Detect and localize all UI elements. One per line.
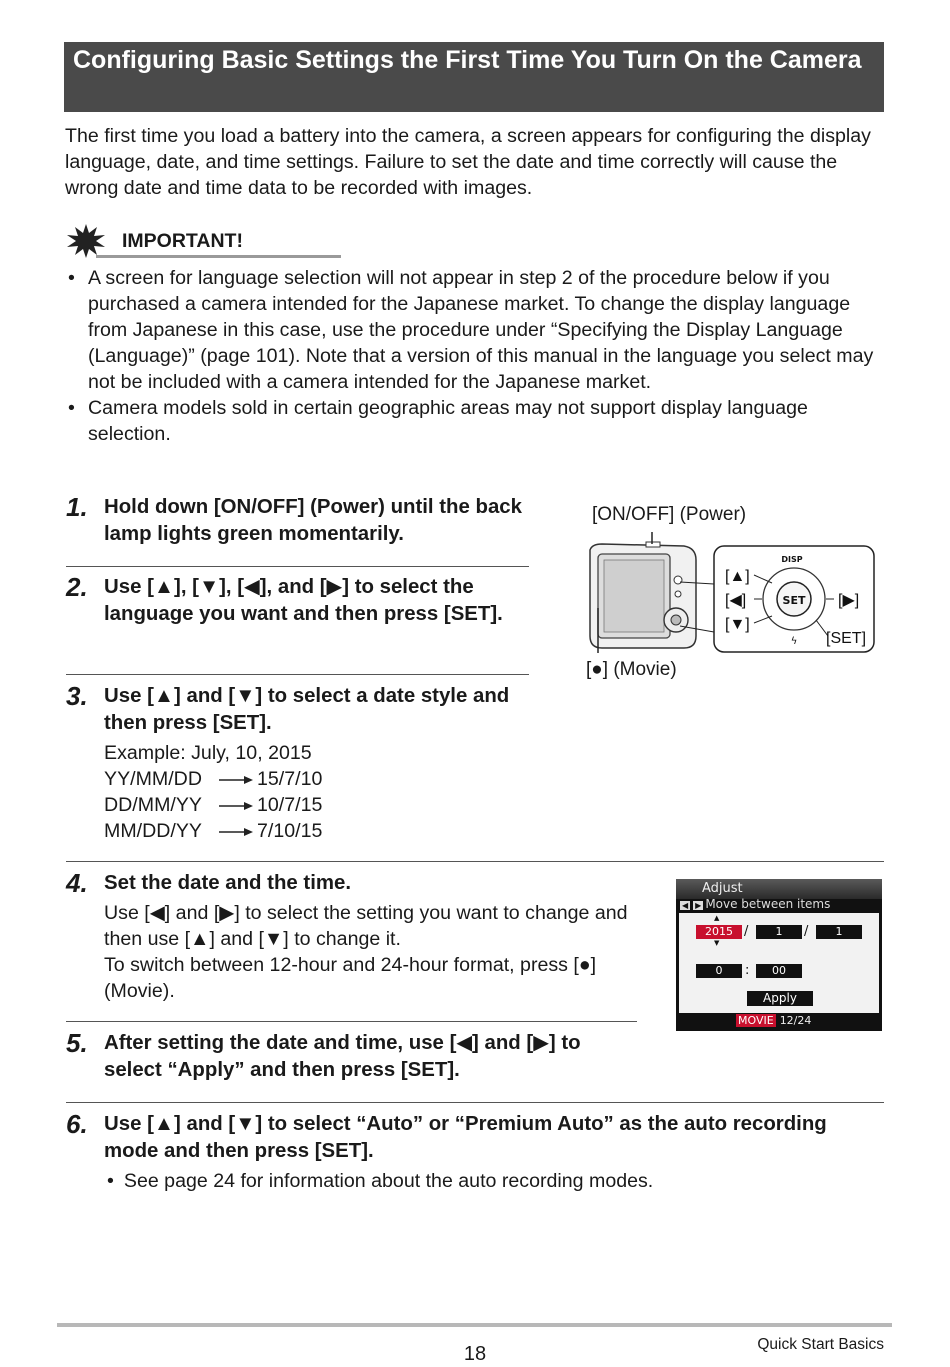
step-number: 2.: [66, 572, 88, 602]
divider: [66, 674, 529, 675]
divider: [66, 1102, 884, 1103]
step-title: Use [▲] and [▼] to select a date style and then press [SET].: [104, 685, 510, 734]
lcd-apply-button: Apply: [747, 991, 813, 1006]
movie-label: [●] (Movie): [586, 659, 677, 680]
lcd-year: 2015: [696, 925, 742, 939]
divider: [66, 566, 529, 567]
date-example: Example: July, 10, 2015: [104, 742, 312, 764]
set-label: [SET]: [826, 630, 867, 647]
lcd-sep: /: [744, 924, 749, 939]
left-arrow-icon: ◀: [682, 901, 689, 910]
step-title: Use [▲] and [▼] to select “Auto” or “Premium Auto” as the auto recording mode and then press [SET].: [104, 1113, 827, 1162]
divider: [66, 1021, 637, 1022]
arrow-right-icon: [219, 801, 253, 811]
camera-diagram: [584, 528, 884, 662]
divider: [66, 861, 884, 862]
date-style-row: DD/MM/YY 10/7/15: [104, 794, 323, 816]
step-number: 1.: [66, 492, 88, 522]
intro-paragraph: The first time you load a battery into the camera, a screen appears for configuring the display language, date, and time settings. Failure to set the date and time correctly will cause the wrong date and time data to be recorded with images.: [65, 125, 871, 199]
date-style-row: YY/MM/DD 15/7/10: [104, 768, 323, 790]
step-note: • See page 24 for information about the auto recording modes.: [107, 1170, 654, 1192]
page-number: 18: [463, 1343, 487, 1365]
list-item: • A screen for language selection will not appear in step 2 of the procedure below if you purchased a camera intended for the Japanese market. To change the display language from Japanese in this case, use the procedure under “Specifying the Display Language (Language)” (page 101). Note that a version of this manual in the language you select may not be included with a camera intended for the Japanese market.: [68, 267, 874, 393]
lcd-hint: ◀ ▶ Move between items: [682, 897, 831, 911]
step-title: Use [▲], [▼], [◀], and [▶] to select the language you want and then press [SET].: [104, 576, 503, 625]
step-title: Set the date and the time.: [104, 872, 351, 894]
right-arrow-icon: ▶: [695, 901, 702, 910]
svg-text:ϟ: ϟ: [790, 636, 798, 647]
movie-tag: MOVIE: [738, 1014, 774, 1027]
lcd-adjust-screen: [676, 879, 882, 1031]
arrow-right-icon: [219, 775, 253, 785]
lcd-title: Adjust: [702, 881, 743, 896]
up-arrow-icon: ▲: [714, 914, 720, 922]
power-label: [ON/OFF] (Power): [592, 504, 747, 525]
lcd-minute: 00: [756, 964, 802, 978]
lcd-month: 1: [756, 925, 802, 939]
step-number: 6.: [66, 1109, 88, 1139]
important-label: IMPORTANT!: [122, 230, 243, 252]
up-label: [▲]: [725, 568, 750, 585]
step-title: After setting the date and time, use [◀] and [▶] to select “Apply” and then press [SET].: [104, 1032, 581, 1081]
lcd-hour: 0: [696, 964, 742, 978]
left-label: [◀]: [725, 592, 747, 609]
footer-divider: [57, 1323, 892, 1327]
disp-label: DISP: [781, 555, 803, 564]
date-style-row: MM/DD/YY 7/10/15: [104, 820, 323, 842]
lcd-colon: :: [745, 963, 750, 978]
step-number: 5.: [66, 1028, 88, 1058]
lcd-footer: MOVIE 12/24: [738, 1014, 812, 1027]
important-underline: [96, 255, 341, 258]
set-button-label: SET: [782, 594, 806, 607]
lcd-sep: /: [804, 924, 809, 939]
step-number: 3.: [66, 681, 88, 711]
down-label: [▼]: [725, 616, 750, 633]
section-name: Quick Start Basics: [757, 1336, 884, 1353]
page-title: Configuring Basic Settings the First Time You Turn On the Camera: [64, 42, 884, 112]
step-number: 4.: [66, 868, 88, 898]
list-item: • Camera models sold in certain geographic areas may not support display language selection.: [68, 397, 808, 445]
arrow-right-icon: [219, 827, 253, 837]
step-body: Use [◀] and [▶] to select the setting you want to change and then use [▲] and [▼] to change it. To switch between 12-hour and 24-hour format, press [●] (Movie).: [104, 902, 628, 1002]
starburst-icon: [66, 224, 106, 258]
step-title: Hold down [ON/OFF] (Power) until the back lamp lights green momentarily.: [104, 496, 522, 545]
important-list: [66, 265, 888, 447]
down-arrow-icon: ▼: [714, 939, 720, 947]
lcd-day: 1: [816, 925, 862, 939]
right-label: [▶]: [838, 592, 860, 609]
